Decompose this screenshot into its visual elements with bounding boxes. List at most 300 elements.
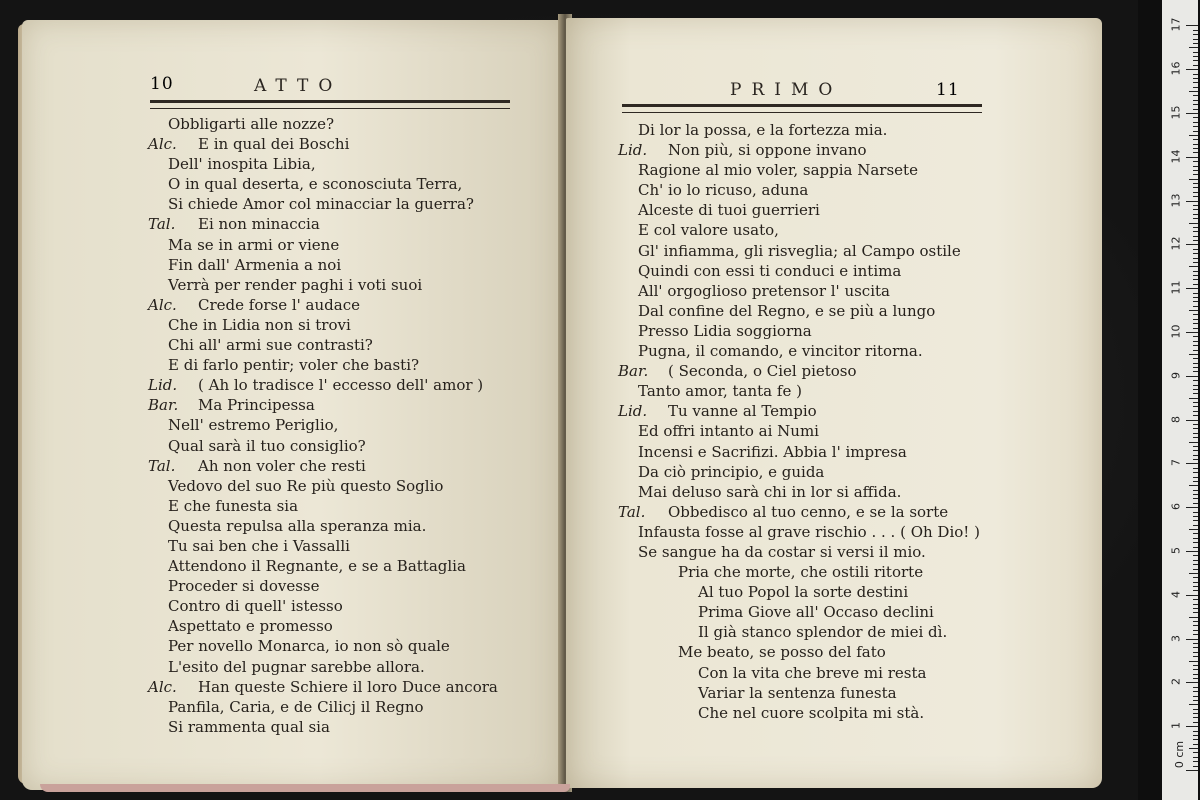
ruler-tick <box>1193 424 1198 425</box>
verse-text: Presso Lidia soggiorna <box>638 321 812 340</box>
ruler-tick <box>1193 170 1198 171</box>
verse-text: E che funesta sia <box>168 496 299 515</box>
verse-line <box>148 194 498 214</box>
ruler-tick <box>1193 293 1198 294</box>
verse-line <box>148 295 498 315</box>
verse-line <box>618 642 980 662</box>
verse-line <box>618 140 980 160</box>
ruler-tick <box>1193 122 1198 123</box>
ruler-tick <box>1193 393 1198 394</box>
ruler-number: 13 <box>1169 193 1183 208</box>
ruler-tick <box>1193 612 1198 613</box>
verse-line <box>148 134 498 154</box>
ruler-tick <box>1193 766 1198 767</box>
ruler-tick <box>1193 516 1198 517</box>
ruler-tick <box>1193 279 1198 280</box>
ruler-tick <box>1193 249 1198 250</box>
speaker-label: Alc. <box>148 295 177 314</box>
ruler-tick <box>1193 494 1198 495</box>
ruler-tick <box>1193 389 1198 390</box>
verse-text: Aspettato e promesso <box>168 617 333 636</box>
verse-line <box>618 160 980 180</box>
ruler-tick <box>1193 490 1198 491</box>
left-page-number: 10 <box>150 74 174 94</box>
ruler-tick <box>1193 761 1198 762</box>
verse-line <box>618 602 980 622</box>
ruler-number: 2 <box>1169 678 1183 686</box>
verse-text: Tu vanne al Tempio <box>668 402 817 421</box>
verse-text: Qual sarà il tuo consiglio? <box>168 436 366 455</box>
verse-text: Ch' io lo ricuso, aduna <box>638 181 809 200</box>
ruler-tick <box>1193 731 1198 732</box>
verse-line <box>618 261 980 281</box>
verse-text: Tanto amor, tanta fe ) <box>638 382 802 401</box>
speaker-label: Tal. <box>148 215 176 234</box>
ruler-tick <box>1193 126 1198 127</box>
ruler-tick <box>1193 608 1198 609</box>
ruler-tick <box>1193 691 1198 692</box>
ruler-tick <box>1193 262 1198 263</box>
ruler-tick <box>1193 131 1198 132</box>
ruler-tick <box>1193 472 1198 473</box>
ruler-tick <box>1193 100 1198 101</box>
ruler-tick <box>1189 310 1198 311</box>
verse-text: Questa repulsa alla speranza mia. <box>168 516 427 535</box>
verse-line <box>148 235 498 255</box>
ruler-tick <box>1193 735 1198 736</box>
verse-text: Alceste di tuoi guerrieri <box>638 201 820 220</box>
ruler-tick <box>1193 104 1198 105</box>
ruler-tick <box>1186 639 1198 640</box>
ruler-tick <box>1189 223 1198 224</box>
ruler-tick <box>1189 179 1198 180</box>
ruler-tick <box>1193 577 1198 578</box>
ruler-tick <box>1193 284 1198 285</box>
ruler-tick <box>1193 709 1198 710</box>
speaker-label: Lid. <box>618 402 648 421</box>
ruler-tick <box>1193 542 1198 543</box>
verse-text: Ma se in armi or viene <box>168 235 340 254</box>
ruler-tick <box>1193 56 1198 57</box>
ruler-tick <box>1193 380 1198 381</box>
ruler-tick <box>1193 205 1198 206</box>
verse-text: Infausta fosse al grave rischio . . . ( Oh Dio! ) <box>638 522 980 541</box>
ruler-tick <box>1193 240 1198 241</box>
ruler-tick <box>1193 60 1198 61</box>
verse-text: E col valore usato, <box>638 221 779 240</box>
verse-line <box>148 576 498 596</box>
ruler-tick <box>1193 599 1198 600</box>
verse-line <box>148 436 498 456</box>
speaker-label: Bar. <box>618 362 649 381</box>
verse-line <box>148 375 498 395</box>
ruler-tick <box>1193 314 1198 315</box>
ruler-number: 16 <box>1169 61 1183 76</box>
ruler-tick <box>1193 586 1198 587</box>
ruler-number: 12 <box>1169 236 1183 251</box>
ruler-tick <box>1186 463 1198 464</box>
ruler-tick <box>1193 78 1198 79</box>
ruler-number: 3 <box>1169 634 1183 642</box>
ruler-tick <box>1186 682 1198 683</box>
verse-text: ( Seconda, o Ciel pietoso <box>668 362 857 381</box>
verse-line <box>148 556 498 576</box>
ruler-tick <box>1193 161 1198 162</box>
verse-text: E in qual dei Boschi <box>198 135 350 154</box>
ruler-tick <box>1193 192 1198 193</box>
verse-line <box>148 717 498 737</box>
ruler-tick <box>1193 350 1198 351</box>
ruler-tick <box>1193 713 1198 714</box>
verse-text: O in qual deserta, e sconosciuta Terra, <box>168 175 463 194</box>
ruler-tick <box>1193 717 1198 718</box>
verse-line <box>148 516 498 536</box>
ruler-tick <box>1186 201 1198 202</box>
left-running-header: ATTO <box>254 76 343 96</box>
verse-line <box>148 355 498 375</box>
ruler-tick <box>1186 595 1198 596</box>
verse-text: Da ciò principio, e guida <box>638 462 825 481</box>
ruler-tick <box>1193 656 1198 657</box>
ruler-tick <box>1193 236 1198 237</box>
right-header-rule <box>622 104 982 113</box>
ruler-tick <box>1193 450 1198 451</box>
verse-line <box>148 456 498 476</box>
ruler-tick <box>1193 428 1198 429</box>
verse-text: Per novello Monarca, io non sò quale <box>168 637 450 656</box>
ruler-tick <box>1189 748 1198 749</box>
verse-line <box>618 421 980 441</box>
ruler-tick <box>1193 34 1198 35</box>
ruler-tick <box>1193 52 1198 53</box>
ruler-tick <box>1193 30 1198 31</box>
open-book <box>18 14 1106 792</box>
ruler-tick <box>1186 551 1198 552</box>
ruler-tick <box>1189 266 1198 267</box>
speaker-label: Tal. <box>618 502 646 521</box>
ruler-tick <box>1193 209 1198 210</box>
verse-line <box>618 180 980 200</box>
ruler-tick <box>1193 547 1198 548</box>
ruler-tick <box>1193 117 1198 118</box>
verse-line <box>618 281 980 301</box>
ruler-tick <box>1193 437 1198 438</box>
ruler-tick <box>1193 144 1198 145</box>
verse-line <box>148 636 498 656</box>
ruler-tick <box>1193 183 1198 184</box>
ruler-tick <box>1189 529 1198 530</box>
verse-line <box>148 214 498 234</box>
ruler-tick <box>1186 113 1198 114</box>
ruler-tick <box>1193 187 1198 188</box>
ruler-tick <box>1193 652 1198 653</box>
verse-text: Crede forse l' audace <box>198 295 360 314</box>
verse-line <box>618 462 980 482</box>
ruler-tick <box>1193 459 1198 460</box>
ruler-tick <box>1189 442 1198 443</box>
ruler-tick <box>1189 485 1198 486</box>
ruler-tick <box>1189 573 1198 574</box>
ruler-tick <box>1189 47 1198 48</box>
ruler-tick <box>1193 533 1198 534</box>
ruler-tick <box>1186 69 1198 70</box>
verse-line <box>148 395 498 415</box>
ruler-tick <box>1186 420 1198 421</box>
verse-line <box>148 335 498 355</box>
verse-line <box>618 241 980 261</box>
ruler-number: 14 <box>1169 149 1183 164</box>
ruler-tick <box>1189 354 1198 355</box>
verse-text: Variar la sentenza funesta <box>698 683 897 702</box>
ruler-number: 7 <box>1169 459 1183 467</box>
verse-line <box>618 401 980 421</box>
ruler-tick <box>1189 617 1198 618</box>
left-text-block <box>148 114 498 737</box>
verse-text: Chi all' armi sue contrasti? <box>168 336 373 355</box>
verse-line <box>618 200 980 220</box>
ruler-tick <box>1193 65 1198 66</box>
ruler-tick <box>1186 332 1198 333</box>
ruler-tick <box>1193 358 1198 359</box>
verse-line <box>148 496 498 516</box>
ruler-tick <box>1193 468 1198 469</box>
verse-line <box>618 482 980 502</box>
ruler-tick <box>1189 704 1198 705</box>
ruler-tick <box>1193 39 1198 40</box>
verse-text: Attendono il Regnante, e se a Battaglia <box>168 557 466 576</box>
verse-line <box>148 677 498 697</box>
ruler-tick <box>1186 507 1198 508</box>
ruler-tick <box>1193 757 1198 758</box>
speaker-label: Alc. <box>148 677 177 696</box>
verse-text: Che in Lidia non si trovi <box>168 315 351 334</box>
ruler-number: 9 <box>1169 371 1183 379</box>
ruler-tick <box>1193 752 1198 753</box>
verse-line <box>148 315 498 335</box>
ruler-tick <box>1186 726 1198 727</box>
ruler-tick <box>1193 678 1198 679</box>
verse-text: Contro di quell' istesso <box>168 597 343 616</box>
ruler-tick <box>1193 621 1198 622</box>
ruler-tick <box>1193 306 1198 307</box>
verse-text: Si rammenta qual sia <box>168 717 330 736</box>
verse-line <box>148 476 498 496</box>
verse-line <box>618 502 980 522</box>
ruler-tick <box>1186 288 1198 289</box>
verse-text: Me beato, se posso del fato <box>678 643 886 662</box>
verse-line <box>618 120 980 140</box>
verse-line <box>618 301 980 321</box>
verse-line <box>148 154 498 174</box>
verse-text: Ed offri intanto ai Numi <box>638 422 819 441</box>
ruler-tick <box>1186 244 1198 245</box>
ruler-number: 15 <box>1169 105 1183 120</box>
speaker-label: Lid. <box>148 376 178 395</box>
ruler-tick <box>1193 582 1198 583</box>
ruler-tick <box>1193 231 1198 232</box>
verse-line <box>618 361 980 381</box>
ruler-tick <box>1193 564 1198 565</box>
verse-text: Vedovo del suo Re più questo Soglio <box>168 476 444 495</box>
verse-text: Ah non voler che resti <box>198 456 366 475</box>
ruler-tick <box>1189 661 1198 662</box>
left-page <box>22 20 562 790</box>
verse-text: ( Ah lo tradisce l' eccesso dell' amor ) <box>198 376 484 395</box>
ruler-tick <box>1189 135 1198 136</box>
ruler-tick <box>1193 319 1198 320</box>
speaker-label: Lid. <box>618 141 648 160</box>
verse-text: E di farlo pentir; voler che basti? <box>168 356 420 375</box>
verse-line <box>148 114 498 134</box>
verse-line <box>148 415 498 435</box>
ruler-tick <box>1193 525 1198 526</box>
verse-text: Se sangue ha da costar si versi il mio. <box>638 542 926 561</box>
ruler-tick <box>1193 363 1198 364</box>
ruler-tick <box>1193 446 1198 447</box>
ruler-tick <box>1193 43 1198 44</box>
left-header-rule <box>150 100 510 109</box>
verse-line <box>148 255 498 275</box>
verse-line <box>618 381 980 401</box>
ruler-tick <box>1193 520 1198 521</box>
ruler-tick <box>1193 341 1198 342</box>
verse-line <box>148 536 498 556</box>
verse-line <box>148 616 498 636</box>
verse-text: Al tuo Popol la sorte destini <box>698 583 909 602</box>
ruler-tick <box>1193 227 1198 228</box>
speaker-label: Tal. <box>148 456 176 475</box>
verse-text: Mai deluso sarà chi in lor si affida. <box>638 482 902 501</box>
ruler-number: 17 <box>1169 17 1183 32</box>
cover-edge <box>40 784 570 792</box>
ruler-tick <box>1193 455 1198 456</box>
speaker-label: Bar. <box>148 396 179 415</box>
ruler-tick <box>1193 148 1198 149</box>
verse-line <box>618 562 980 582</box>
ruler-tick <box>1193 95 1198 96</box>
verse-line <box>618 220 980 240</box>
verse-text: Pugna, il comando, e vincitor ritorna. <box>638 342 923 361</box>
ruler-tick <box>1193 590 1198 591</box>
ruler-number: 11 <box>1169 280 1183 295</box>
ruler-tick <box>1193 411 1198 412</box>
ruler-tick <box>1193 498 1198 499</box>
ruler-tick <box>1193 625 1198 626</box>
verse-text: Prima Giove all' Occaso declini <box>698 603 934 622</box>
ruler-tick <box>1193 301 1198 302</box>
verse-line <box>618 622 980 642</box>
ruler-tick <box>1193 345 1198 346</box>
ruler-tick <box>1193 139 1198 140</box>
verse-text: L'esito del pugnar sarebbe allora. <box>168 657 425 676</box>
ruler-tick <box>1193 258 1198 259</box>
ruler-tick <box>1193 700 1198 701</box>
ruler-tick <box>1193 385 1198 386</box>
ruler-number: 4 <box>1169 590 1183 598</box>
ruler-tick <box>1193 166 1198 167</box>
verse-text: Di lor la possa, e la fortezza mia. <box>638 121 888 139</box>
ruler-tick <box>1193 538 1198 539</box>
verse-text: Quindi con essi ti conduci e intima <box>638 261 902 280</box>
ruler-tick <box>1193 367 1198 368</box>
ruler-tick <box>1193 371 1198 372</box>
ruler-tick <box>1186 157 1198 158</box>
verse-line <box>618 442 980 462</box>
ruler-tick <box>1193 634 1198 635</box>
verse-text: Ma Principessa <box>198 396 315 415</box>
ruler-tick <box>1193 174 1198 175</box>
verse-line <box>148 174 498 194</box>
verse-text: Dell' inospita Libia, <box>168 155 316 174</box>
verse-text: Fin dall' Armenia a noi <box>168 255 342 274</box>
ruler-tick <box>1193 328 1198 329</box>
ruler-tick <box>1193 271 1198 272</box>
ruler-tick <box>1193 674 1198 675</box>
verse-text: Verrà per render paghi i voti suoi <box>168 275 423 294</box>
ruler-tick <box>1193 669 1198 670</box>
ruler-tick <box>1193 218 1198 219</box>
verse-text: Ei non minaccia <box>198 215 320 234</box>
verse-text: Nell' estremo Periglio, <box>168 416 339 435</box>
verse-text: All' orgoglioso pretensor l' uscita <box>638 281 890 300</box>
ruler-tick <box>1193 647 1198 648</box>
verse-text: Gl' infiamma, gli risveglia; al Campo ostile <box>638 241 961 260</box>
ruler-tick <box>1193 253 1198 254</box>
ruler-tick <box>1193 433 1198 434</box>
right-running-header: PRIMO <box>730 80 843 100</box>
ruler-tick <box>1193 402 1198 403</box>
ruler-tick <box>1193 477 1198 478</box>
ruler-tick <box>1193 555 1198 556</box>
ruler-tick <box>1193 87 1198 88</box>
verse-text: Si chiede Amor col minacciar la guerra? <box>168 195 474 214</box>
ruler-tick <box>1193 275 1198 276</box>
verse-text: Con la vita che breve mi resta <box>698 663 927 682</box>
ruler-tick <box>1193 481 1198 482</box>
ruler-tick <box>1193 82 1198 83</box>
ruler-tick <box>1193 214 1198 215</box>
ruler-tick <box>1193 74 1198 75</box>
ruler-tick <box>1193 323 1198 324</box>
ruler-tick <box>1193 196 1198 197</box>
verse-line <box>148 697 498 717</box>
verse-text: Obbligarti alle nozze? <box>168 115 335 133</box>
ruler-tick <box>1193 109 1198 110</box>
verse-text: Proceder si dovesse <box>168 577 320 596</box>
ruler-unit-label: 0 cm <box>1173 740 1187 769</box>
ruler-tick <box>1193 643 1198 644</box>
verse-text: Che nel cuore scolpita mi stà. <box>698 703 925 722</box>
right-page-number: 11 <box>936 80 960 100</box>
verse-line <box>618 663 980 683</box>
verse-text: Il già stanco splendor de miei dì. <box>698 623 948 642</box>
ruler-tick <box>1193 722 1198 723</box>
verse-text: Panfila, Caria, e de Cilicj il Regno <box>168 697 424 716</box>
verse-text: Incensi e Sacrifizi. Abbia l' impresa <box>638 442 907 461</box>
speaker-label: Alc. <box>148 135 177 154</box>
ruler-tick <box>1193 604 1198 605</box>
ruler-tick <box>1193 665 1198 666</box>
ruler-number: 5 <box>1169 547 1183 554</box>
verse-line <box>148 596 498 616</box>
verse-line <box>618 683 980 703</box>
ruler-number: 1 <box>1169 722 1183 730</box>
ruler-tick <box>1193 336 1198 337</box>
ruler-tick <box>1193 503 1198 504</box>
ruler-tick <box>1193 569 1198 570</box>
ruler-tick <box>1186 25 1198 26</box>
verse-line <box>148 275 498 295</box>
